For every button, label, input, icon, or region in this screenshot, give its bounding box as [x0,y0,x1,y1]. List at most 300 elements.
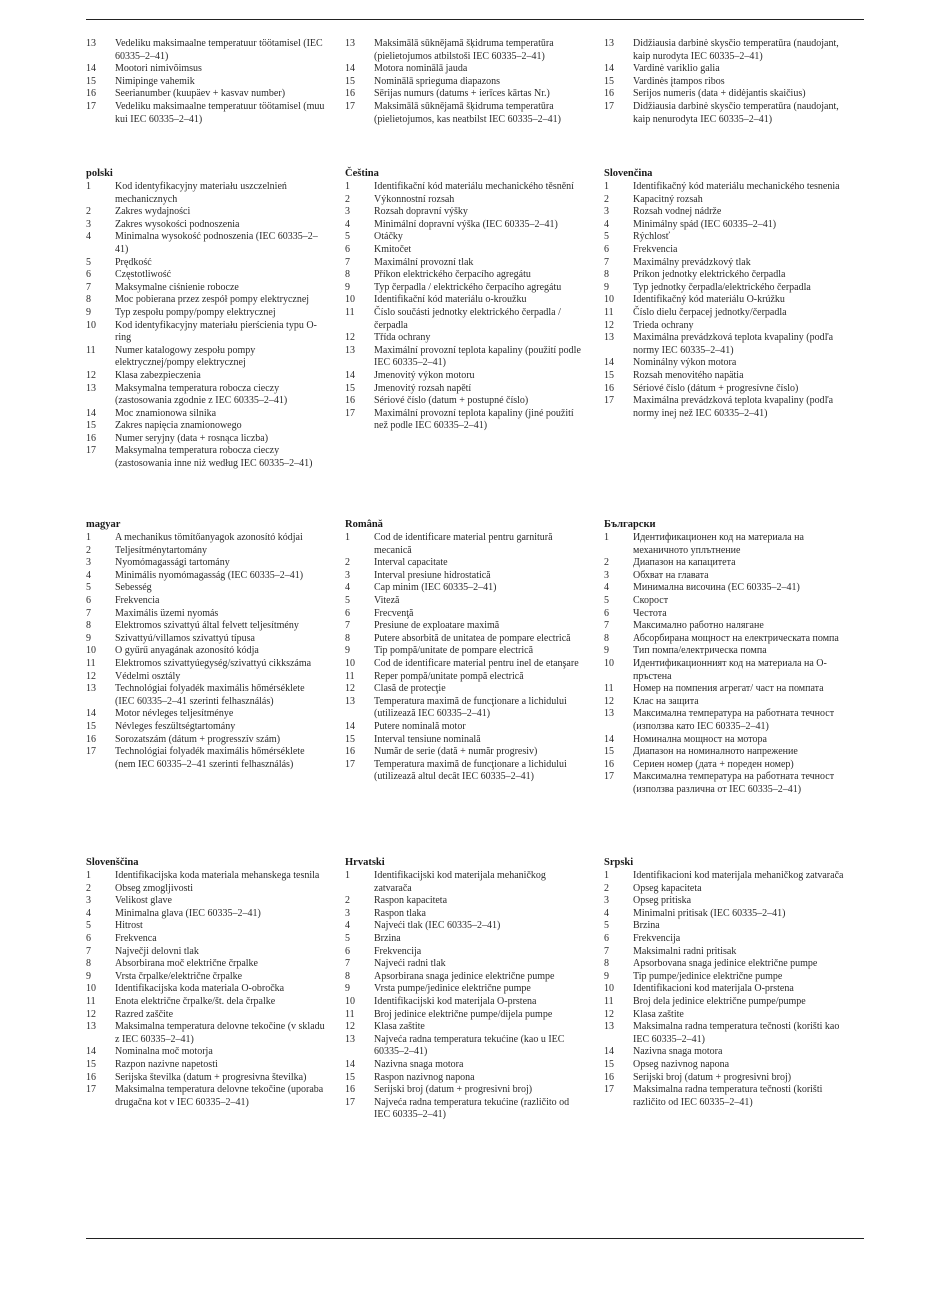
item-number: 2 [86,206,91,218]
item-text: Идентификационният код на материала на О-пръстена [633,657,827,682]
list-item [86,721,326,734]
item-number: 9 [86,970,91,982]
item-number: 4 [345,582,350,594]
list-item [86,76,326,89]
item-text: Maximální provozní teplota kapaliny (použití podle IEC 60335–2–41) [374,344,581,369]
item-text: Reper pompă/unitate pompă electrică [374,670,524,682]
item-text: Klasa zaštite [374,1021,425,1033]
item-number: 14 [345,720,355,732]
item-number: 12 [86,670,96,682]
list-item [345,1097,585,1122]
list-item [604,1021,844,1046]
item-number: 11 [604,995,614,1007]
item-text: Číslo součásti jednotky elektrického čerpadla / čerpadla [374,306,561,331]
list-item [86,746,326,771]
list-item [86,545,326,558]
item-text: Maximálny prevádzkový tlak [633,256,751,268]
list-item [604,219,844,232]
list-item [604,620,844,633]
item-text: Moc znamionowa silnika [115,407,217,419]
item-number: 8 [604,958,609,970]
item-text: Razred zaščite [115,1008,174,1020]
item-number: 6 [345,945,350,957]
item-number: 17 [345,100,355,112]
item-text: Presiune de exploatare maximă [374,620,500,632]
top-rule [86,19,864,20]
item-text: Raspon kapaciteta [374,895,448,907]
item-number: 1 [86,532,91,543]
list-item [604,734,844,747]
list-item [86,996,326,1009]
item-number: 15 [345,382,355,394]
list-item [86,645,326,658]
item-number: 5 [86,256,91,268]
item-text: Didžiausia darbinė skysčio temperatūra (naudojant, kaip nenurodyta IEC 60335–2–41) [633,100,839,125]
item-text: Clasă de protecţie [374,683,446,695]
list-item [345,88,585,101]
list-item [86,946,326,959]
item-text: Zakres napięcia znamionowego [115,420,242,432]
list-item [604,357,844,370]
list-item [604,557,844,570]
list-item [86,63,326,76]
item-number: 14 [345,369,355,381]
item-text: Putere absorbită de unitatea de pompare electrică [374,632,571,644]
item-text: Viteză [374,594,400,606]
item-number: 11 [345,306,355,318]
list-item [86,38,326,63]
item-number: 9 [604,645,609,657]
list-item [86,1059,326,1072]
section-title: Slovenščina [86,857,139,868]
list-item [86,269,326,282]
item-number: 13 [86,683,96,695]
item-number: 8 [345,970,350,982]
item-number: 9 [86,306,91,318]
item-text: Vardinė variklio galia [633,63,720,75]
item-number: 11 [86,995,96,1007]
item-number: 8 [86,958,91,970]
list-item [86,883,326,896]
item-number: 17 [86,1084,96,1096]
item-text: Putere nominală motor [374,720,466,732]
item-number: 3 [86,557,91,569]
item-text: Identifikacioni kod materijala mehaničkog zatvarača [633,870,844,881]
list-item [345,206,585,219]
section-magyar [86,518,326,771]
item-number: 4 [86,231,91,243]
item-text: Диапазон на номиналното напрежение [633,746,798,758]
item-text: Identifikacijski kod materijala O-prstena [374,995,537,1007]
item-text: Cod de identificare material pentru inel de etanşare [374,657,579,669]
item-text: Typ čerpadla / elektrického čerpacího agregátu [374,281,562,293]
list-item [345,671,585,684]
item-number: 2 [345,193,350,205]
list-item [345,282,585,295]
item-number: 6 [86,594,91,606]
list-item [345,958,585,971]
list-item [604,181,844,194]
item-text: Клас на защита [633,695,699,707]
item-number: 7 [345,620,350,632]
list-item [345,76,585,89]
item-text: Сериен номер (дата + пореден номер) [633,758,794,770]
item-text: Maximální provozní teplota kapaliny (jiné použití než podle IEC 60335–2–41) [374,407,574,432]
item-text: Obseg zmogljivosti [115,882,194,894]
list-item [604,633,844,646]
item-number: 16 [345,1084,355,1096]
item-number: 10 [345,995,355,1007]
item-text: Apsorbovana snaga jedinice električne pumpe [633,958,818,970]
list-item [86,658,326,671]
item-number: 8 [345,632,350,644]
section-title: polski [86,168,113,179]
list-item [604,63,844,76]
list-item [86,595,326,608]
list-item [345,1021,585,1034]
item-number: 2 [345,557,350,569]
list-item [604,294,844,307]
item-text: Identifikacioni kod materijala O-prstena [633,983,794,995]
item-number: 14 [604,733,614,745]
item-number: 2 [604,557,609,569]
list-item [345,996,585,1009]
list-item [604,307,844,320]
list-item [345,971,585,984]
item-text: Rýchlosť [633,231,671,243]
item-number: 10 [345,294,355,306]
item-number: 16 [604,88,614,100]
item-text: Typ zespołu pompy/pompy elektrycznej [115,306,276,318]
list-item [604,933,844,946]
item-text: Nominālā sprieguma diapazons [374,75,501,87]
item-text: Seerianumber (kuupäev + kasvav number) [115,88,286,100]
list-item [604,257,844,270]
list-item [345,1034,585,1059]
list-item [345,570,585,583]
list-item [345,933,585,946]
item-number: 3 [345,569,350,581]
item-number: 5 [86,582,91,594]
item-number: 10 [604,657,614,669]
item-text: Třída ochrany [374,332,431,344]
item-text: Frekvencia [115,594,160,606]
item-number: 10 [604,294,614,306]
item-text: Cap minim (IEC 60335–2–41) [374,582,497,594]
item-number: 12 [86,369,96,381]
list-item [345,307,585,332]
list-item [604,1059,844,1072]
item-text: Typ jednotky čerpadla/elektrického čerpadla [633,281,811,293]
item-number: 9 [345,281,350,293]
item-text: Maksimalna radna temperatura tečnosti (korišti kao IEC 60335–2–41) [633,1021,840,1045]
list-item [86,608,326,621]
item-number: 1 [345,532,350,543]
item-number: 3 [86,218,91,230]
item-number: 16 [604,758,614,770]
item-text: Częstotliwość [115,269,172,281]
item-text: Moc pobierana przez zespół pompy elektrycznej [115,294,310,306]
list-item [86,445,326,470]
item-text: Příkon elektrického čerpacího agregátu [374,269,531,281]
item-text: Frecvenţă [374,607,414,619]
item-number: 10 [86,645,96,657]
item-text: Kmitočet [374,243,412,255]
item-number: 13 [345,38,355,49]
item-text: Честота [633,607,667,619]
item-text: Kod identyfikacyjny materiału pierścienia typu O-ring [115,319,317,344]
item-number: 16 [345,88,355,100]
item-number: 15 [86,720,96,732]
item-number: 6 [604,243,609,255]
list-item [345,557,585,570]
item-number: 2 [86,544,91,556]
section-lithuanian-continued [604,38,844,126]
item-text: Teljesítménytartomány [115,544,208,556]
item-text: Číslo dielu čerpacej jednotky/čerpadla [633,306,787,318]
item-number: 12 [86,1008,96,1020]
item-number: 13 [604,38,614,49]
item-text: Výkonnostní rozsah [374,193,455,205]
item-number: 17 [604,395,614,407]
item-number: 6 [345,607,350,619]
item-number: 4 [604,582,609,594]
item-text: Opseg pritiska [633,895,692,907]
item-number: 6 [86,932,91,944]
list-item [86,671,326,684]
list-item [604,244,844,257]
list-item [86,383,326,408]
item-number: 7 [86,945,91,957]
item-number: 4 [345,218,350,230]
item-number: 8 [86,294,91,306]
list-item [345,1084,585,1097]
item-text: Névleges feszültségtartomány [115,720,236,732]
item-text: Vardinės įtampos ribos [633,75,725,87]
item-number: 6 [86,269,91,281]
item-text: Nazivna snaga motora [633,1046,723,1058]
item-text: Največji delovni tlak [115,945,199,957]
item-text: Kapacitný rozsah [633,193,703,205]
item-text: Frekvenca [115,932,157,944]
item-number: 13 [86,1021,96,1033]
list-item [86,708,326,721]
section-title: Български [604,519,656,530]
section-romana [345,518,585,784]
list-item [604,101,844,126]
item-number: 13 [86,38,96,49]
item-number: 2 [604,882,609,894]
item-text: Numer katalogowy zespołu pompy elektrycznej/pompy elektrycznej [115,344,256,369]
item-text: Maksimalna temperatura delovne tekočine (v skladu z IEC 60335–2–41) [115,1021,325,1045]
section-slovenscina [86,856,326,1109]
item-number: 13 [345,344,355,356]
item-text: Motora nominālā jauda [374,63,468,75]
item-number: 13 [345,695,355,707]
item-number: 9 [604,281,609,293]
list-item [604,595,844,608]
list-item [604,532,844,557]
item-number: 15 [604,369,614,381]
item-number: 15 [86,75,96,87]
list-item [604,683,844,696]
item-number: 14 [604,357,614,369]
list-item [345,608,585,621]
list-item [345,219,585,232]
list-item [86,908,326,921]
list-item [86,933,326,946]
list-item [604,708,844,733]
item-text: Identifikacijski kod materijala mehaničkog zatvarača [374,870,546,894]
item-number: 7 [86,607,91,619]
item-number: 1 [345,870,350,881]
list-item [604,332,844,357]
list-item [604,269,844,282]
list-item [604,320,844,333]
list-item [86,219,326,232]
item-number: 12 [604,1008,614,1020]
item-number: 14 [345,1058,355,1070]
item-text: Минимална височина (ЕС 60335–2–41) [633,582,800,594]
list-item [345,244,585,257]
item-number: 12 [604,319,614,331]
item-text: Număr de serie (dată + număr progresiv) [374,746,538,758]
list-item [604,76,844,89]
item-text: Technológiai folyadék maximális hőmérséklete (IEC 60335–2–41 szerinti felhasználás) [115,683,305,707]
item-number: 17 [345,758,355,770]
list-item [86,1009,326,1022]
item-number: 15 [345,75,355,87]
item-text: Скорост [633,594,669,606]
item-text: Максимална температура на работната течност (използва различна от IEC 60335–2–41) [633,771,835,795]
item-number: 17 [604,100,614,112]
item-text: Диапазон на капацитета [633,557,736,569]
list-item [345,582,585,595]
item-number: 12 [604,695,614,707]
list-item [604,996,844,1009]
item-number: 16 [86,432,96,444]
list-item [86,420,326,433]
item-number: 5 [345,594,350,606]
item-number: 3 [345,907,350,919]
item-text: Interval tensiune nominală [374,733,481,745]
section-polski [86,167,326,471]
item-text: Vrsta pumpe/jedinice električne pumpe [374,983,531,995]
list-item [604,958,844,971]
item-number: 17 [345,407,355,419]
list-item [604,582,844,595]
list-item [604,645,844,658]
item-text: Minimalna wysokość podnoszenia (IEC 60335–2–41) [115,231,318,255]
list-item [345,1059,585,1072]
item-text: Opseg kapaciteta [633,882,702,894]
item-text: Nominálny výkon motora [633,357,737,369]
item-text: Maximális üzemi nyomás [115,607,219,619]
list-item [86,282,326,295]
list-item [86,958,326,971]
item-text: Kod identyfikacyjny materiału uszczelnień mechanicznych [115,181,287,205]
item-text: Brzina [374,932,401,944]
item-number: 10 [86,319,96,331]
item-number: 1 [604,181,609,192]
list-item [86,983,326,996]
item-text: A mechanikus tömítőanyagok azonosító kódjai [115,532,303,543]
section-latvian-continued [345,38,585,126]
list-item [345,101,585,126]
item-text: Nyomómagassági tartomány [115,557,230,569]
item-text: Elektromos szivattyúegység/szivattyú cikkszáma [115,657,312,669]
item-number: 11 [604,683,614,695]
item-text: Identifikační kód materiálu o-kroužku [374,294,527,306]
item-text: Maksymalne ciśnienie robocze [115,281,239,293]
list-item [345,908,585,921]
item-number: 14 [86,63,96,75]
list-item [345,63,585,76]
list-item [345,946,585,959]
item-number: 13 [86,382,96,394]
list-item [345,1009,585,1022]
list-item [604,883,844,896]
item-number: 14 [86,407,96,419]
item-text: Minimalna glava (IEC 60335–2–41) [115,907,261,919]
item-number: 17 [86,100,96,112]
item-text: Maksimālā sūknējamā šķidruma temperatūra (pielietojumos, kas neatbilst IEC 60335–2–41) [374,100,561,125]
item-text: Максимално работно налягане [633,620,764,632]
section-cestina [345,167,585,433]
list-item [604,971,844,984]
item-text: Trieda ochrany [633,319,694,331]
item-number: 9 [345,645,350,657]
item-number: 1 [86,870,91,881]
item-number: 4 [86,907,91,919]
section-srpski [604,856,844,1109]
item-number: 14 [86,708,96,720]
item-text: Максимална температура на работната течност (използва като IEC 60335–2–41) [633,708,835,732]
list-item [604,88,844,101]
item-text: Maksimalna temperatura delovne tekočine (uporaba drugačna kot v IEC 60335–2–41) [115,1084,324,1108]
item-text: Vedeliku maksimaalne temperatuur töötamisel (muu kui IEC 60335–2–41) [115,100,325,125]
item-number: 7 [604,945,609,957]
item-text: Védelmi osztály [115,670,181,682]
list-item [345,633,585,646]
item-text: Zakres wydajności [115,206,191,218]
item-text: Najveći tlak (IEC 60335–2–41) [374,920,501,932]
item-number: 17 [604,1084,614,1096]
list-item [604,282,844,295]
item-number: 8 [604,632,609,644]
list-item [345,645,585,658]
item-text: Sériové číslo (datum + postupné číslo) [374,395,529,407]
item-number: 3 [604,206,609,218]
list-item [86,570,326,583]
list-item [604,920,844,933]
item-text: Temperatura maximă de funcţionare a lichidului (utilizează altul decât IEC 60335–2–41) [374,758,567,783]
list-item [345,231,585,244]
item-number: 8 [604,269,609,281]
item-number: 4 [604,907,609,919]
item-text: Minimális nyomómagasság (IEC 60335–2–41) [115,569,304,581]
list-item [604,1072,844,1085]
list-item [604,895,844,908]
item-text: Frekvencija [633,932,681,944]
item-text: Szivattyú/villamos szivattyú típusa [115,632,255,644]
item-text: Vrsta črpalke/električne črpalke [115,970,243,982]
item-text: Tip pumpe/jedinice električne pumpe [633,970,783,982]
item-number: 17 [86,445,96,457]
list-item [345,532,585,557]
item-text: Otáčky [374,231,403,243]
list-item [86,408,326,421]
